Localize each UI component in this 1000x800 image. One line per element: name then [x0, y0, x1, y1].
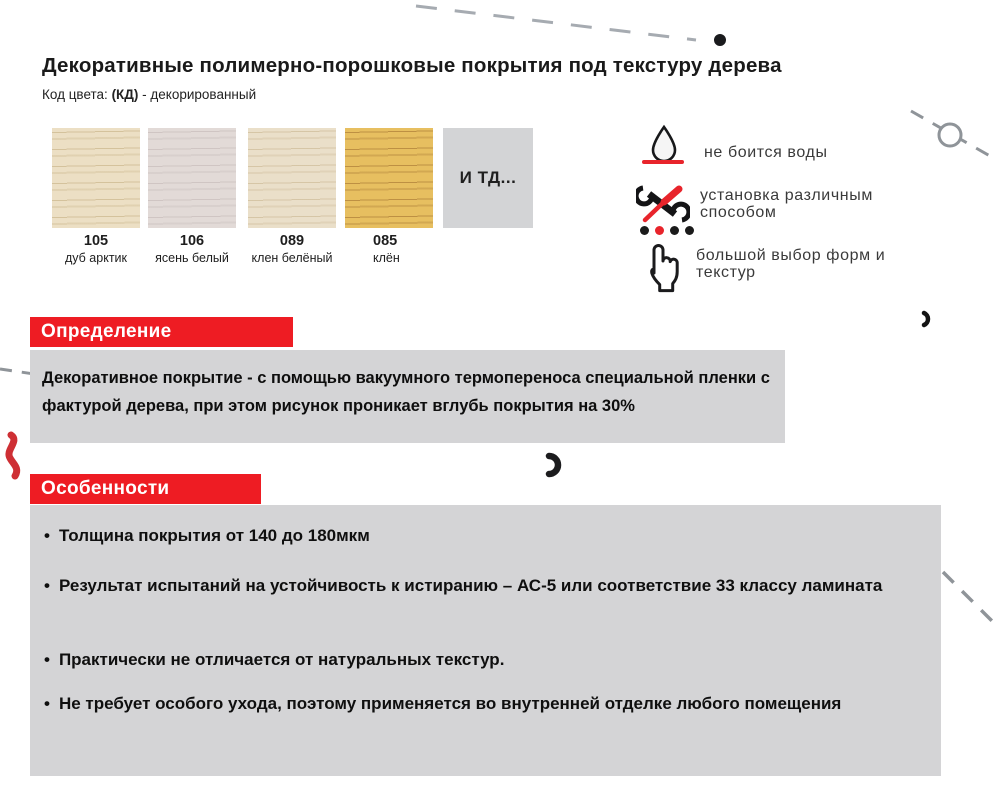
red-underline-decor — [642, 160, 684, 164]
swatch-name: дуб арктик — [64, 250, 127, 265]
features-heading-label: Особенности — [41, 478, 170, 499]
swatch-name: ясень белый — [155, 250, 229, 265]
swatch-label — [148, 233, 236, 265]
decorative-dashes-bottom-right — [938, 563, 1000, 635]
dot-black — [640, 226, 649, 235]
swatch-name: клен белёный — [251, 250, 333, 265]
feature-bullet: • Толщина покрытия от 140 до 180мкм — [44, 525, 415, 546]
water-drop-icon — [648, 124, 680, 162]
definition-heading-label: Определение — [41, 321, 172, 342]
definition-heading — [30, 317, 293, 347]
dot-black — [685, 226, 694, 235]
feature-label-forms: большой выбор форм и текстур — [696, 247, 886, 281]
color-code-subtitle — [42, 87, 256, 102]
features-body — [30, 505, 941, 776]
swatch-label — [345, 233, 433, 265]
swatch-code: 106 — [179, 233, 205, 249]
features-heading — [30, 474, 261, 504]
dot-black — [670, 226, 679, 235]
swatch-label — [52, 233, 140, 265]
donut-circle-decor — [714, 34, 726, 46]
feature-label-install: установка различным способом — [700, 187, 873, 221]
page-title: Декоративные полимерно-порошковые покрытия под текстуру дерева — [42, 54, 782, 77]
dots-decor — [640, 226, 694, 235]
swatch-code: 085 — [373, 233, 398, 249]
swatch-code: 089 — [279, 233, 305, 249]
dot-red — [655, 226, 664, 235]
feature-label-water: не боится воды — [704, 144, 828, 161]
subtitle-suffix: - декорированный — [138, 87, 257, 102]
swatch-label — [244, 233, 340, 265]
wood-swatch-089 — [248, 128, 336, 228]
definition-body: Декоративное покрытие - с помощью вакуумного термопереноса специальной пленки с фактурой дерева, при этом рисунок проникает вглубь покрытия на 30% — [30, 350, 785, 443]
wood-swatch-105 — [52, 128, 140, 228]
etc-box — [443, 128, 533, 228]
etc-label: И ТД... — [459, 168, 517, 187]
crescent-decor-big — [539, 452, 565, 478]
swatch-code: 105 — [83, 233, 109, 249]
wood-swatch-106 — [148, 128, 236, 228]
swatch-name: клён — [373, 250, 400, 265]
feature-bullet: • Практически не отличается от натуральных текстур. — [44, 649, 549, 670]
subtitle-code: (КД) — [111, 87, 139, 102]
feature-bullet: • Не требует особого ухода, поэтому применяется во внутренней отделке любого помещения — [44, 694, 886, 714]
wood-swatch-085 — [345, 128, 433, 228]
tools-icon — [636, 182, 690, 226]
subtitle-prefix: Код цвета: — [42, 87, 112, 102]
decorative-dashed-line-top — [408, 0, 708, 48]
hand-pointer-icon — [644, 237, 688, 293]
crescent-decor-small — [917, 310, 935, 328]
feature-bullet: • Результат испытаний на устойчивость к истиранию – АС-5 или соответствие 33 классу ламината — [44, 571, 927, 601]
red-squiggle-decor — [0, 430, 30, 482]
